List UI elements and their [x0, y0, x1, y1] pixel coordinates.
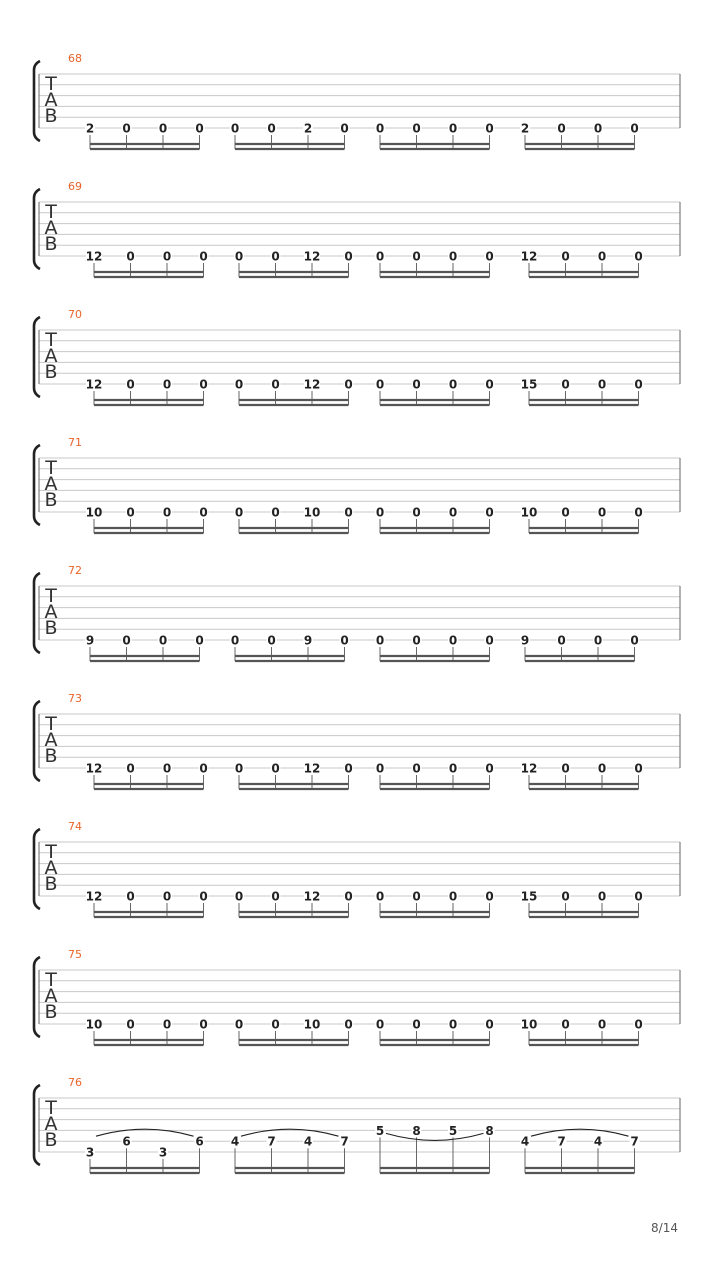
tab-clef-letter: A	[44, 1113, 58, 1135]
fret-number: 0	[199, 761, 208, 776]
fret-number: 0	[340, 121, 349, 136]
fret-number: 0	[448, 249, 458, 264]
fret-number: 4	[520, 1134, 530, 1149]
fret-number: 7	[557, 1134, 566, 1149]
fret-number: 0	[126, 505, 135, 520]
fret-number: 6	[195, 1134, 204, 1149]
fret-number: 0	[234, 889, 244, 904]
fret-number: 0	[412, 633, 421, 648]
fret-number: 12	[85, 249, 103, 264]
tab-clef-letter: T	[45, 73, 57, 95]
fret-number: 12	[520, 761, 538, 776]
fret-number: 12	[85, 889, 103, 904]
fret-number: 10	[303, 505, 321, 520]
fret-number: 0	[448, 761, 458, 776]
fret-number: 0	[593, 121, 603, 136]
fret-number: 0	[448, 1017, 458, 1032]
fret-number: 8	[412, 1123, 421, 1138]
fret-number: 0	[234, 761, 244, 776]
fret-number: 0	[230, 121, 240, 136]
fret-number: 10	[520, 1017, 538, 1032]
measure-number: 70	[68, 308, 82, 321]
fret-number: 4	[303, 1134, 313, 1149]
fret-number: 0	[634, 889, 643, 904]
fret-number: 0	[375, 121, 385, 136]
fret-number: 12	[303, 377, 321, 392]
fret-number: 0	[126, 377, 135, 392]
fret-number: 0	[557, 633, 566, 648]
fret-number: 0	[412, 505, 421, 520]
fret-number: 10	[520, 505, 538, 520]
fret-number: 0	[375, 249, 385, 264]
tab-system-68	[34, 52, 680, 149]
fret-number: 0	[199, 1017, 208, 1032]
fret-number: 0	[271, 505, 280, 520]
fret-number: 7	[267, 1134, 276, 1149]
fret-number: 0	[634, 1017, 643, 1032]
measure-number: 75	[68, 948, 82, 961]
measure-number: 71	[68, 436, 82, 449]
tab-clef-letter: T	[45, 1097, 57, 1119]
tab-clef-letter: T	[45, 457, 57, 479]
fret-number: 0	[267, 633, 276, 648]
fret-number: 0	[344, 505, 353, 520]
fret-number: 0	[122, 121, 131, 136]
tab-clef-letter: A	[44, 985, 58, 1007]
fret-number: 0	[375, 377, 385, 392]
fret-number: 0	[234, 377, 244, 392]
tab-clef-letter: A	[44, 89, 58, 111]
measure-number: 69	[68, 180, 82, 193]
fret-number: 0	[195, 121, 204, 136]
tab-clef-letter: T	[45, 841, 57, 863]
fret-number: 0	[267, 121, 276, 136]
tab-clef-letter: T	[45, 969, 57, 991]
fret-number: 0	[448, 505, 458, 520]
tab-clef-letter: T	[45, 201, 57, 223]
fret-number: 15	[520, 889, 538, 904]
fret-number: 0	[485, 377, 494, 392]
fret-number: 0	[195, 633, 204, 648]
tab-clef-letter: A	[44, 473, 58, 495]
tab-system-74	[34, 820, 680, 917]
fret-number: 0	[412, 121, 421, 136]
fret-number: 0	[271, 889, 280, 904]
fret-number: 0	[448, 121, 458, 136]
fret-number: 0	[634, 249, 643, 264]
fret-number: 0	[375, 761, 385, 776]
fret-number: 12	[303, 889, 321, 904]
fret-number: 0	[597, 377, 607, 392]
fret-number: 0	[634, 761, 643, 776]
fret-number: 0	[162, 377, 172, 392]
tab-clef-letter: B	[44, 1129, 58, 1151]
fret-number: 0	[561, 889, 570, 904]
fret-number: 0	[199, 889, 208, 904]
tab-system-70	[34, 308, 680, 405]
fret-number: 0	[344, 249, 353, 264]
fret-number: 0	[230, 633, 240, 648]
fret-number: 0	[375, 889, 385, 904]
fret-number: 0	[630, 121, 639, 136]
tab-clef-letter: A	[44, 217, 58, 239]
fret-number: 9	[520, 633, 530, 648]
fret-number: 5	[448, 1123, 458, 1138]
fret-number: 0	[234, 1017, 244, 1032]
fret-number: 7	[630, 1134, 639, 1149]
fret-number: 0	[271, 1017, 280, 1032]
tab-system-72	[34, 564, 680, 661]
fret-number: 0	[412, 761, 421, 776]
tab-system-76	[34, 1076, 680, 1173]
tab-clef-letter: B	[44, 873, 58, 895]
fret-number: 0	[412, 889, 421, 904]
fret-number: 10	[85, 1017, 103, 1032]
fret-number: 0	[271, 249, 280, 264]
tab-clef-letter: B	[44, 105, 58, 127]
measure-number: 73	[68, 692, 82, 705]
fret-number: 0	[162, 761, 172, 776]
fret-number: 0	[344, 761, 353, 776]
fret-number: 12	[520, 249, 538, 264]
fret-number: 0	[344, 889, 353, 904]
fret-number: 0	[162, 249, 172, 264]
fret-number: 0	[271, 377, 280, 392]
fret-number: 2	[303, 121, 313, 136]
fret-number: 4	[230, 1134, 240, 1149]
fret-number: 0	[126, 249, 135, 264]
slur	[386, 1133, 484, 1140]
fret-number: 0	[597, 889, 607, 904]
fret-number: 12	[85, 761, 103, 776]
fret-number: 0	[234, 249, 244, 264]
fret-number: 0	[126, 761, 135, 776]
tab-clef-letter: T	[45, 329, 57, 351]
fret-number: 12	[303, 761, 321, 776]
tab-clef-letter: B	[44, 233, 58, 255]
fret-number: 0	[485, 633, 494, 648]
fret-number: 0	[561, 377, 570, 392]
fret-number: 0	[485, 505, 494, 520]
fret-number: 0	[122, 633, 131, 648]
fret-number: 12	[85, 377, 103, 392]
fret-number: 0	[557, 121, 566, 136]
fret-number: 2	[520, 121, 530, 136]
fret-number: 4	[593, 1134, 603, 1149]
tab-clef-letter: B	[44, 745, 58, 767]
fret-number: 0	[375, 633, 385, 648]
tab-system-75	[34, 948, 680, 1045]
fret-number: 0	[199, 377, 208, 392]
fret-number: 0	[597, 1017, 607, 1032]
measure-number: 76	[68, 1076, 82, 1089]
fret-number: 3	[85, 1145, 95, 1160]
fret-number: 6	[122, 1134, 131, 1149]
fret-number: 0	[448, 889, 458, 904]
fret-number: 3	[158, 1145, 168, 1160]
measure-number: 74	[68, 820, 82, 833]
tab-system-73	[34, 692, 680, 789]
tab-clef-letter: A	[44, 857, 58, 879]
fret-number: 0	[162, 889, 172, 904]
fret-number: 0	[234, 505, 244, 520]
fret-number: 7	[340, 1134, 349, 1149]
fret-number: 0	[158, 633, 168, 648]
fret-number: 0	[561, 505, 570, 520]
fret-number: 0	[344, 1017, 353, 1032]
fret-number: 0	[448, 633, 458, 648]
fret-number: 10	[303, 1017, 321, 1032]
fret-number: 0	[344, 377, 353, 392]
fret-number: 0	[485, 121, 494, 136]
fret-number: 0	[485, 249, 494, 264]
fret-number: 0	[485, 761, 494, 776]
fret-number: 0	[199, 249, 208, 264]
tab-clef-letter: A	[44, 601, 58, 623]
fret-number: 0	[162, 1017, 172, 1032]
tab-clef-letter: B	[44, 489, 58, 511]
tab-clef-letter: B	[44, 361, 58, 383]
measure-number: 72	[68, 564, 82, 577]
fret-number: 0	[630, 633, 639, 648]
fret-number: 0	[561, 761, 570, 776]
fret-number: 0	[126, 889, 135, 904]
fret-number: 0	[412, 249, 421, 264]
fret-number: 0	[634, 377, 643, 392]
fret-number: 9	[303, 633, 313, 648]
fret-number: 0	[199, 505, 208, 520]
tab-clef-letter: B	[44, 617, 58, 639]
fret-number: 12	[303, 249, 321, 264]
fret-number: 0	[340, 633, 349, 648]
tab-clef-letter: T	[45, 585, 57, 607]
fret-number: 0	[485, 889, 494, 904]
tab-clef-letter: A	[44, 345, 58, 367]
fret-number: 15	[520, 377, 538, 392]
tab-clef-letter: T	[45, 713, 57, 735]
fret-number: 2	[85, 121, 95, 136]
tab-system-69	[34, 180, 680, 277]
fret-number: 0	[271, 761, 280, 776]
fret-number: 0	[375, 505, 385, 520]
fret-number: 0	[561, 249, 570, 264]
fret-number: 0	[597, 761, 607, 776]
measure-number: 68	[68, 52, 82, 65]
fret-number: 0	[634, 505, 643, 520]
tab-clef-letter: B	[44, 1001, 58, 1023]
fret-number: 8	[485, 1123, 494, 1138]
page-number: 8/14	[651, 1221, 678, 1235]
tab-clef-letter: A	[44, 729, 58, 751]
fret-number: 0	[126, 1017, 135, 1032]
fret-number: 0	[412, 1017, 421, 1032]
fret-number: 0	[485, 1017, 494, 1032]
fret-number: 0	[597, 505, 607, 520]
fret-number: 9	[85, 633, 95, 648]
fret-number: 0	[561, 1017, 570, 1032]
fret-number: 0	[593, 633, 603, 648]
tab-system-71	[34, 436, 680, 533]
fret-number: 0	[158, 121, 168, 136]
fret-number: 0	[375, 1017, 385, 1032]
fret-number: 0	[448, 377, 458, 392]
fret-number: 0	[412, 377, 421, 392]
fret-number: 10	[85, 505, 103, 520]
fret-number: 5	[375, 1123, 385, 1138]
fret-number: 0	[597, 249, 607, 264]
fret-number: 0	[162, 505, 172, 520]
